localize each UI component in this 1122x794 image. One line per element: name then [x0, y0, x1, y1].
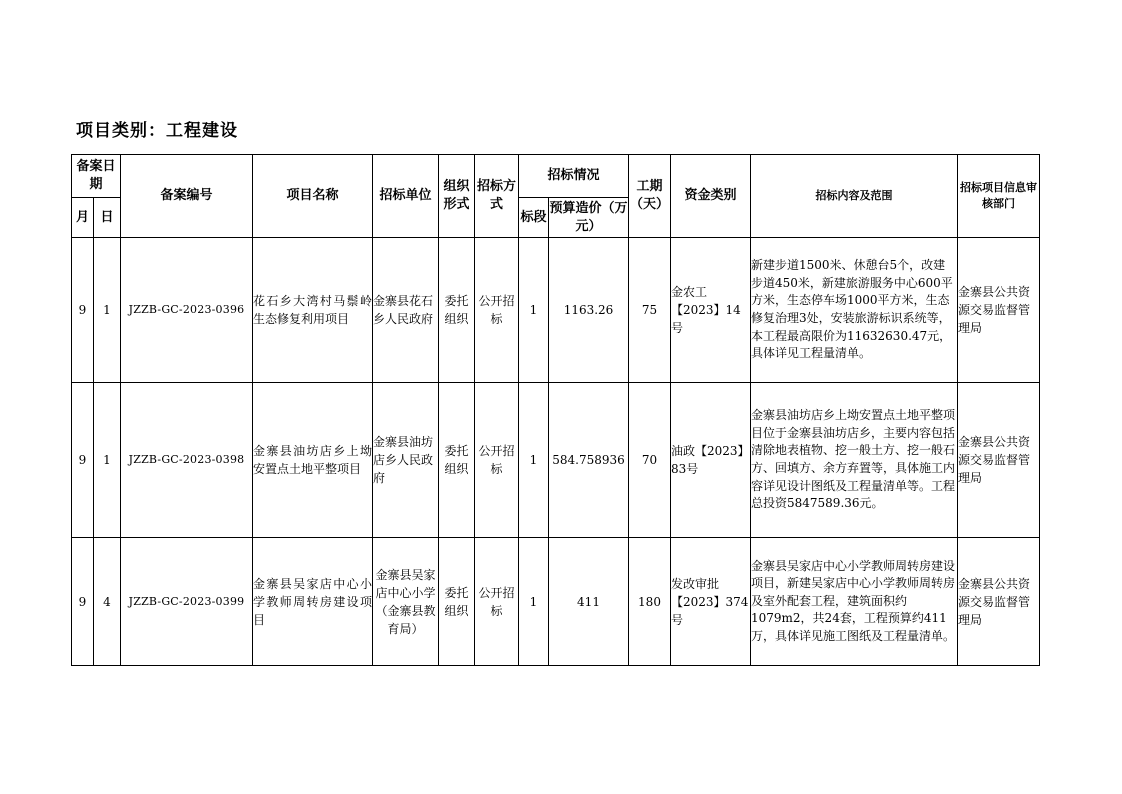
project-record-table: [71, 154, 1040, 666]
header-section: 标段: [519, 198, 549, 238]
header-tender-info: 招标情况: [519, 155, 629, 198]
cell-duration: 70: [629, 383, 671, 538]
header-duration: 工期（天）: [629, 155, 671, 238]
header-tender-method: 招标方式: [475, 155, 519, 238]
header-budget: 预算造价（万元）: [549, 198, 629, 238]
header-scope: 招标内容及范围: [751, 155, 958, 238]
page-heading: 项目类别：工程建设: [76, 121, 238, 141]
table-row: [72, 538, 1040, 666]
cell-project-name: 金寨县吴家店中心小学教师周转房建设项目: [253, 538, 373, 666]
header-record-date: 备案日期: [72, 155, 121, 198]
cell-month: 9: [72, 383, 94, 538]
header-tender-unit: 招标单位: [373, 155, 439, 238]
cell-tender-method: 公开招标: [475, 538, 519, 666]
cell-project-name: 金寨县油坊店乡上坳安置点土地平整项目: [253, 383, 373, 538]
cell-day: 4: [94, 538, 121, 666]
cell-org-form: 委托组织: [439, 538, 475, 666]
cell-day: 1: [94, 238, 121, 383]
cell-fund-type: 金农工【2023】14号: [671, 238, 751, 383]
cell-org-form: 委托组织: [439, 238, 475, 383]
cell-month: 9: [72, 538, 94, 666]
cell-section: 1: [519, 538, 549, 666]
cell-tender-method: 公开招标: [475, 383, 519, 538]
header-fund-type: 资金类别: [671, 155, 751, 238]
cell-project-name: 花石乡大湾村马鬃岭生态修复利用项目: [253, 238, 373, 383]
cell-scope: 金寨县吴家店中心小学教师周转房建设项目，新建吴家店中心小学教师周转房及室外配套工程，建筑面积约1079m2，共24套，工程预算约411万，具体详见施工图纸及工程量清单。: [751, 538, 958, 666]
header-org-form: 组织形式: [439, 155, 475, 238]
cell-tender-unit: 金寨县吴家店中心小学（金寨县教育局）: [373, 538, 439, 666]
table-row: [72, 383, 1040, 538]
cell-review-dept: 金寨县公共资源交易监督管理局: [958, 238, 1040, 383]
cell-tender-unit: 金寨县油坊店乡人民政府: [373, 383, 439, 538]
cell-org-form: 委托组织: [439, 383, 475, 538]
cell-section: 1: [519, 383, 549, 538]
header-row-top: [72, 155, 1040, 198]
cell-month: 9: [72, 238, 94, 383]
header-review-dept: 招标项目信息审核部门: [958, 155, 1040, 238]
cell-review-dept: 金寨县公共资源交易监督管理局: [958, 538, 1040, 666]
cell-scope: 金寨县油坊店乡上坳安置点土地平整项目位于金寨县油坊店乡，主要内容包括清除地表植物、挖一般土方、挖一般石方、回填方、余方弃置等，具体施工内容详见设计图纸及工程量清单等。工程总投资5847589.36元。: [751, 383, 958, 538]
cell-duration: 75: [629, 238, 671, 383]
cell-budget: 1163.26: [549, 238, 629, 383]
cell-scope: 新建步道1500米、休憩台5个，改建步道450米，新建旅游服务中心600平方米，生态停车场1000平方米，生态修复治理3处，安装旅游标识系统等，本工程最高限价为11632630.47元，具体详见工程量清单。: [751, 238, 958, 383]
cell-record-no: JZZB-GC-2023-0399: [121, 538, 253, 666]
cell-record-no: JZZB-GC-2023-0396: [121, 238, 253, 383]
cell-tender-unit: 金寨县花石乡人民政府: [373, 238, 439, 383]
header-project-name: 项目名称: [253, 155, 373, 238]
cell-record-no: JZZB-GC-2023-0398: [121, 383, 253, 538]
cell-day: 1: [94, 383, 121, 538]
cell-section: 1: [519, 238, 549, 383]
cell-review-dept: 金寨县公共资源交易监督管理局: [958, 383, 1040, 538]
cell-fund-type: 发改审批【2023】374号: [671, 538, 751, 666]
cell-tender-method: 公开招标: [475, 238, 519, 383]
cell-budget: 411: [549, 538, 629, 666]
header-month: 月: [72, 198, 94, 238]
header-day: 日: [94, 198, 121, 238]
cell-duration: 180: [629, 538, 671, 666]
cell-fund-type: 油政【2023】83号: [671, 383, 751, 538]
header-record-no: 备案编号: [121, 155, 253, 238]
cell-budget: 584.758936: [549, 383, 629, 538]
table-row: [72, 238, 1040, 383]
